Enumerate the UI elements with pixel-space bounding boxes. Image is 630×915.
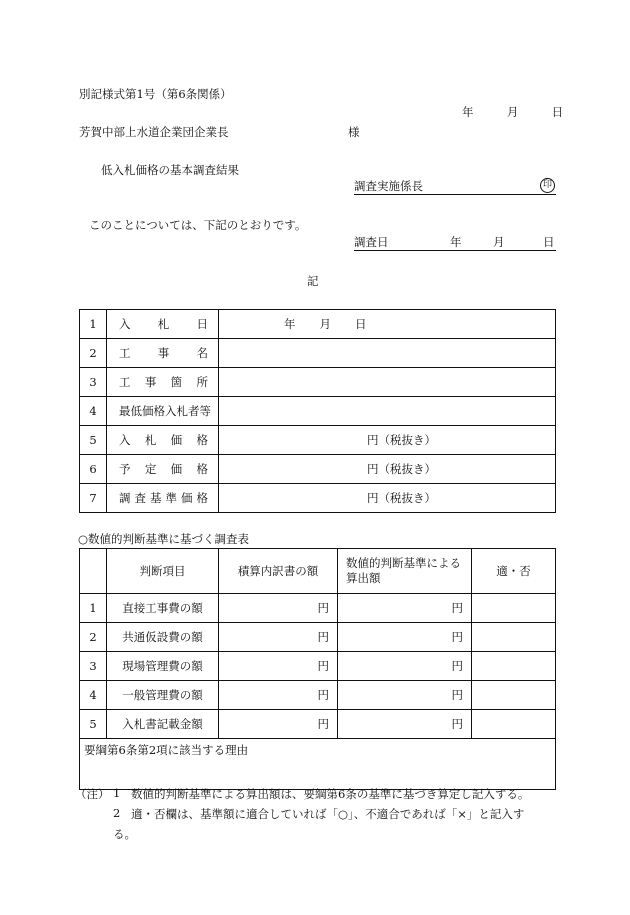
document-title: 低入札価格の基本調査結果	[101, 163, 239, 177]
row-label: 工 事 名	[107, 339, 219, 368]
row-number: 6	[80, 455, 107, 484]
row-calculated: 円	[338, 623, 472, 652]
reason-cell: 要綱第6条第2項に該当する理由	[80, 739, 556, 790]
addressee-honorific: 様	[348, 125, 360, 139]
row-value	[219, 368, 556, 397]
row-value: 円（税抜き）	[219, 484, 556, 513]
row-judgement	[472, 594, 556, 623]
table-header-row	[80, 549, 556, 594]
survey-date-year: 年	[450, 235, 462, 249]
header-item: 判断項目	[107, 549, 219, 594]
row-label: 入 札 日	[107, 310, 219, 339]
row-item: 直接工事費の額	[107, 594, 219, 623]
table-row	[80, 710, 556, 739]
row-number: 1	[80, 594, 107, 623]
form-number: 別記様式第1号（第6条関係）	[79, 87, 232, 101]
seal-mark: 印	[540, 178, 555, 193]
date-line	[462, 104, 563, 120]
row-label: 調 査 基 準 価 格	[107, 484, 219, 513]
row-calculated: 円	[338, 594, 472, 623]
row-calculated: 円	[338, 681, 472, 710]
date-month: 月	[506, 105, 519, 119]
table-row	[80, 652, 556, 681]
row-item: 一般管理費の額	[107, 681, 219, 710]
row-number: 3	[80, 652, 107, 681]
addressee: 芳賀中部上水道企業団企業長	[79, 125, 229, 139]
row-item: 現場管理費の額	[107, 652, 219, 681]
row-number: 2	[80, 623, 107, 652]
row-estimate: 円	[219, 594, 338, 623]
row-value: 円（税抜き）	[219, 426, 556, 455]
date-year: 年	[462, 105, 474, 119]
header-blank	[80, 549, 107, 594]
survey-table-caption: ○数値的判断基準に基づく調査表	[78, 532, 250, 546]
survey-date-line	[354, 234, 556, 251]
ki-heading: 記	[307, 274, 319, 288]
survey-date-day: 日	[543, 235, 555, 249]
row-item: 共通仮設費の額	[107, 623, 219, 652]
survey-date-label: 調査日	[354, 235, 389, 249]
row-label: 予 定 価 格	[107, 455, 219, 484]
reason-row	[80, 739, 556, 790]
row-number: 4	[80, 681, 107, 710]
row-number: 3	[80, 368, 107, 397]
row-estimate: 円	[219, 652, 338, 681]
table-row	[80, 310, 556, 339]
table-row	[80, 594, 556, 623]
row-number: 1	[80, 310, 107, 339]
row-judgement	[472, 710, 556, 739]
note-text: 適・否欄は、基準額に適合していれば「○」、不適合であれば「×」と記入す	[131, 807, 525, 821]
row-label: 最低価格入札者等	[107, 397, 219, 426]
row-number: 7	[80, 484, 107, 513]
table-row	[80, 426, 556, 455]
row-number: 5	[80, 710, 107, 739]
row-estimate: 円	[219, 681, 338, 710]
bid-date-value: 年 月 日	[219, 310, 556, 339]
header-calculated: 数値的判断基準による算出額	[338, 549, 472, 594]
date-day: 日	[551, 105, 564, 119]
table-row	[80, 484, 556, 513]
row-value: 円（税抜き）	[219, 455, 556, 484]
table-row	[80, 397, 556, 426]
row-calculated: 円	[338, 710, 472, 739]
survey-date-month: 月	[493, 235, 505, 249]
row-estimate: 円	[219, 710, 338, 739]
row-value	[219, 397, 556, 426]
row-label: 工 事 箇 所	[107, 368, 219, 397]
table-row	[80, 368, 556, 397]
note-text-continued: る。	[113, 827, 136, 841]
table-row	[80, 339, 556, 368]
note-text: 数値的判断基準による算出額は、要綱第6条の基準に基づき算定し記入する。	[131, 787, 530, 801]
officer-line	[354, 178, 556, 195]
table-row	[80, 455, 556, 484]
row-judgement	[472, 623, 556, 652]
note-number: 1	[113, 786, 121, 800]
officer-label: 調査実施係長	[354, 179, 423, 193]
row-label: 入 札 価 格	[107, 426, 219, 455]
row-judgement	[472, 681, 556, 710]
note-number: 2	[113, 806, 121, 820]
table-row	[80, 623, 556, 652]
table-row	[80, 681, 556, 710]
intro-text: このことについては、下記のとおりです。	[89, 218, 307, 232]
row-number: 5	[80, 426, 107, 455]
row-item: 入札書記載金額	[107, 710, 219, 739]
survey-table	[79, 548, 556, 790]
row-value	[219, 339, 556, 368]
notes-label: （注）	[75, 787, 110, 801]
row-estimate: 円	[219, 623, 338, 652]
row-number: 4	[80, 397, 107, 426]
row-number: 2	[80, 339, 107, 368]
header-judgement: 適・否	[472, 549, 556, 594]
row-calculated: 円	[338, 652, 472, 681]
row-judgement	[472, 652, 556, 681]
header-estimate: 積算内訳書の額	[219, 549, 338, 594]
info-table	[79, 309, 556, 513]
